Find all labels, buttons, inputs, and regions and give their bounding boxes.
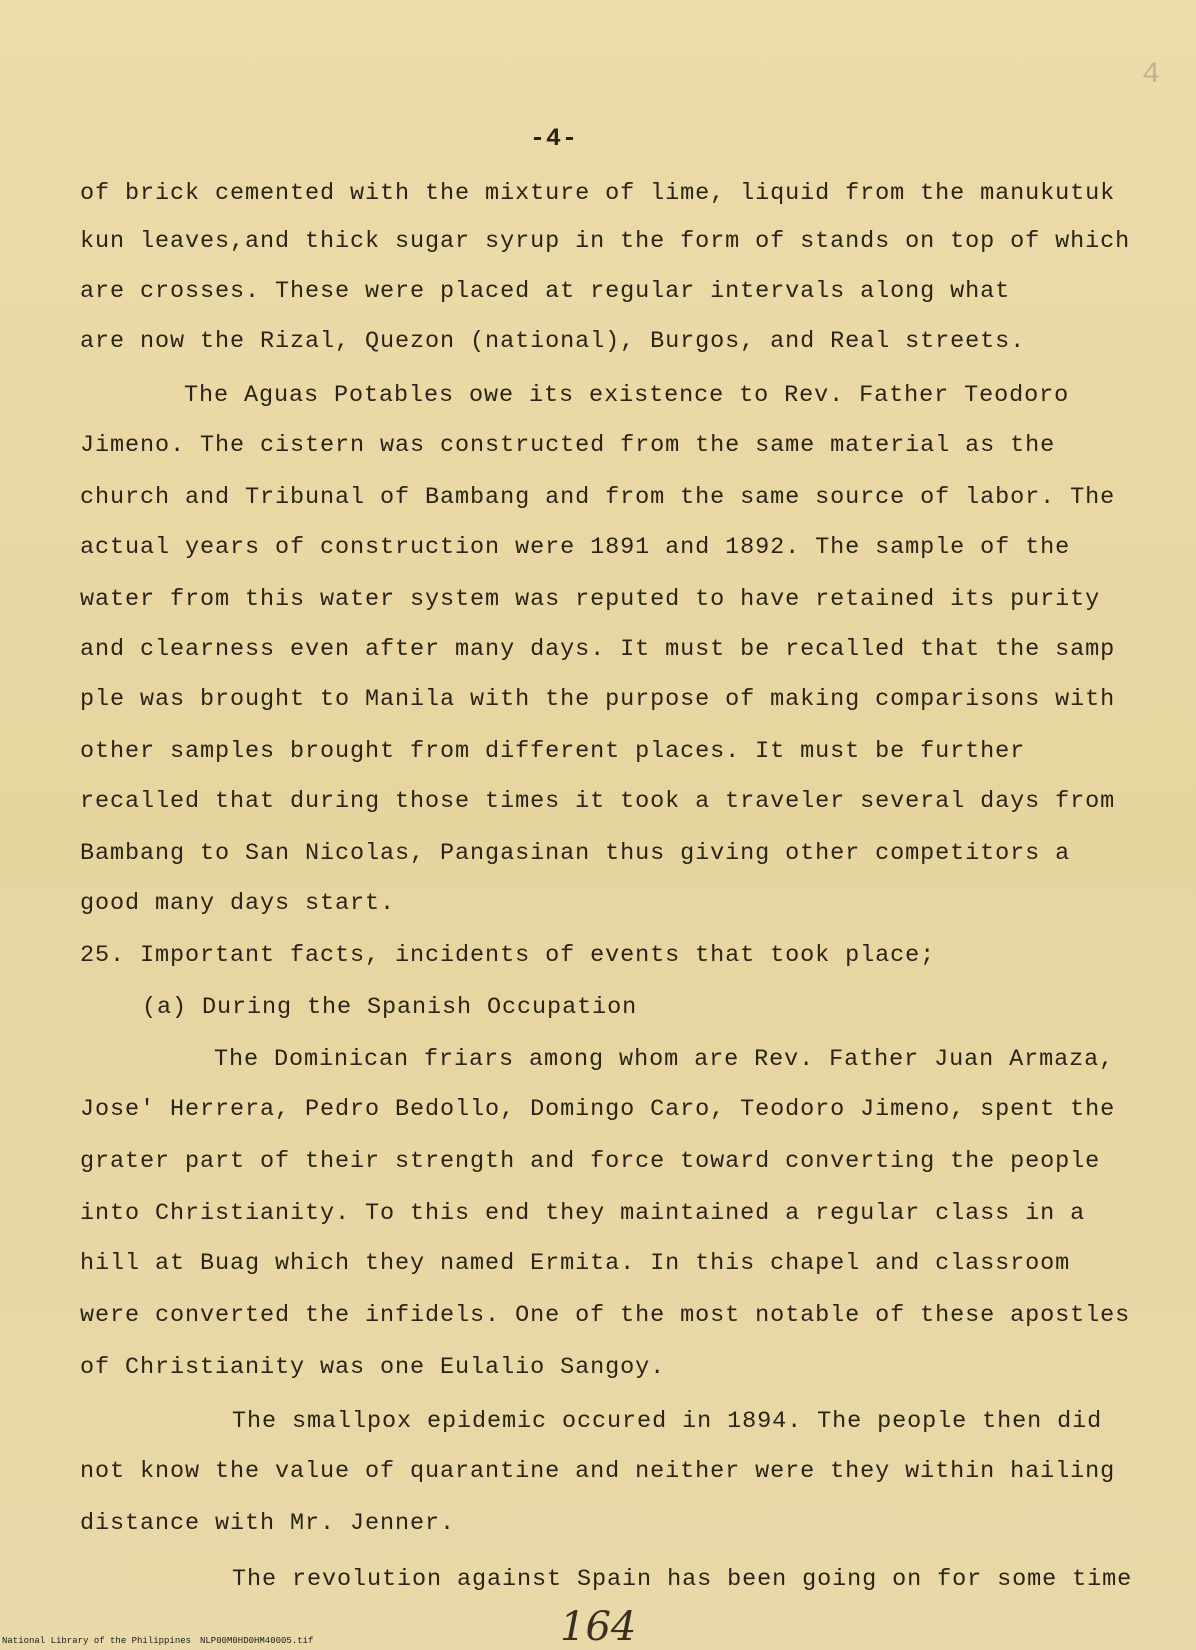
text-line: The Dominican friars among whom are Rev. Father Juan Armaza, (214, 1046, 1115, 1073)
text-line: other samples brought from different places. It must be further (80, 738, 1026, 765)
text-line: Jose' Herrera, Pedro Bedollo, Domingo Caro, Teodoro Jimeno, spent the (80, 1096, 1116, 1123)
text-line: The Aguas Potables owe its existence to Rev. Father Teodoro (184, 382, 1070, 409)
text-line: Jimeno. The cistern was constructed from the same material as the (80, 432, 1056, 459)
footer-library: National Library of the Philippines (2, 1636, 192, 1646)
text-line: and clearness even after many days. It must be recalled that the samp (80, 636, 1116, 663)
text-line: of brick cemented with the mixture of lime, liquid from the manukutuk (80, 180, 1116, 207)
subsection-heading: (a) During the Spanish Occupation (142, 994, 638, 1021)
page-number: -4- (529, 124, 578, 153)
text-line: were converted the infidels. One of the most notable of these apostles (80, 1302, 1131, 1329)
handwritten-folio-number: 164 (560, 1604, 637, 1650)
text-line: The revolution against Spain has been going on for some time (232, 1566, 1133, 1593)
text-line: hill at Buag which they named Ermita. In this chapel and classroom (80, 1250, 1071, 1277)
text-line: good many days start. (80, 890, 396, 917)
text-line: grater part of their strength and force toward converting the people (80, 1148, 1101, 1175)
text-line: kun leaves,and thick sugar syrup in the form of stands on top of which (80, 228, 1131, 255)
corner-page-number: 4 (1141, 58, 1162, 92)
text-line: ple was brought to Manila with the purpose of making comparisons with (80, 686, 1116, 713)
text-line: are crosses. These were placed at regular intervals along what (80, 278, 1011, 305)
text-line: actual years of construction were 1891 and 1892. The sample of the (80, 534, 1071, 561)
text-line: of Christianity was one Eulalio Sangoy. (80, 1354, 666, 1381)
text-line: church and Tribunal of Bambang and from the same source of labor. The (80, 484, 1116, 511)
text-line: not know the value of quarantine and neither were they within hailing (80, 1458, 1116, 1485)
text-line: into Christianity. To this end they maintained a regular class in a (80, 1200, 1086, 1227)
section-heading: 25. Important facts, incidents of events that took place; (80, 942, 936, 969)
text-line: distance with Mr. Jenner. (80, 1510, 456, 1537)
text-line: Bambang to San Nicolas, Pangasinan thus giving other competitors a (80, 840, 1071, 867)
text-line: water from this water system was reputed to have retained its purity (80, 586, 1101, 613)
text-line: The smallpox epidemic occured in 1894. The people then did (232, 1408, 1103, 1435)
text-line: are now the Rizal, Quezon (national), Burgos, and Real streets. (80, 328, 1026, 355)
text-line: recalled that during those times it took a traveler several days from (80, 788, 1116, 815)
footer-filename: NLP00M0HD0HM40005.tif (200, 1636, 314, 1646)
